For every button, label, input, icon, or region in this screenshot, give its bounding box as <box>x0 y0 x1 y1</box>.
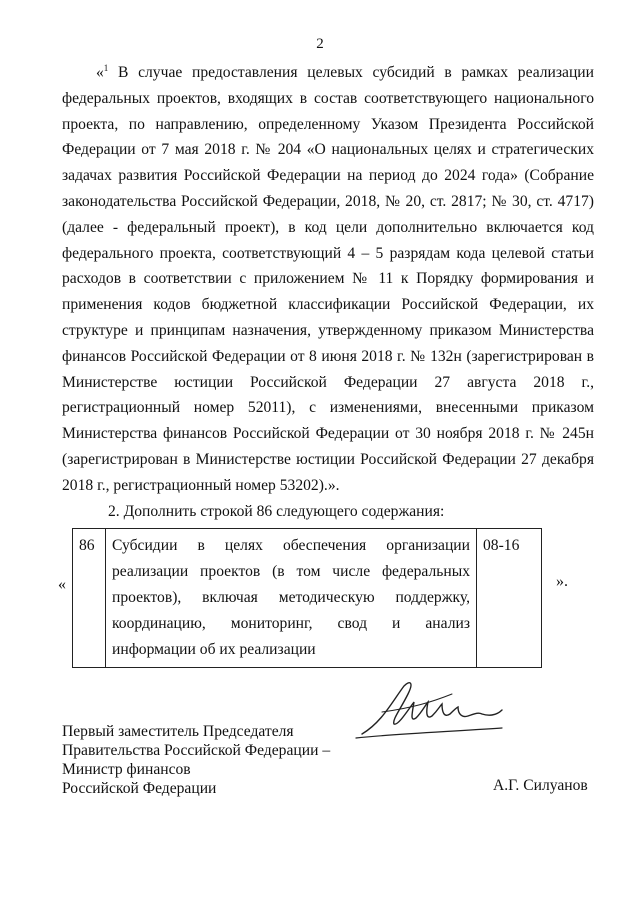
signatory-line-1: Первый заместитель Председателя <box>62 723 294 740</box>
inserted-row-table <box>72 528 542 668</box>
row-code: 08-16 <box>477 529 542 668</box>
row-description: Субсидии в целях обеспечения организации реализации проектов (в том числе федеральных проектов), включая методическую поддержку, координацию, мониторинг, свод и анализ информации об их реализации <box>106 529 477 668</box>
table-row <box>73 529 542 668</box>
signatory-line-4: Российской Федерации <box>62 780 217 797</box>
signatory-name: А.Г. Силуанов <box>493 777 588 794</box>
row-number: 86 <box>73 529 106 668</box>
open-quote: « <box>96 64 104 81</box>
signatory-line-2: Правительства Российской Федерации – <box>62 742 331 759</box>
page-number: 2 <box>316 36 324 52</box>
table-open-quote: « <box>58 576 66 593</box>
table-close-quote: ». <box>556 573 568 590</box>
signatory-title <box>62 722 330 798</box>
amendment-paragraph <box>62 60 594 499</box>
handwritten-signature <box>352 672 512 742</box>
footnote-mark: 1 <box>103 63 109 73</box>
item-2-instruction: 2. Дополнить строкой 86 следующего содержания: <box>108 503 445 520</box>
signatory-line-3: Министр финансов <box>62 761 191 778</box>
paragraph-text: В случае предоставления целевых субсидий в рамках реализации федеральных проектов, входящих в состав соответствующего национального проекта, по направлению, определенному Указом Президента Российской Федерации от 7 мая 2018 г. № 204 «О национальных целях и стратегических задачах развития Российской Федерации на период до 2024 года» (Собрание законодательства Российской Федерации, 2018, № 20, ст. 2817; № 30, ст. 4717) (далее - федеральный проект), в код цели дополнительно включается код федерального проекта, соответствующий 4 – 5 разрядам кода целевой статьи расходов в соответствии с приложением № 11 к Порядку формирования и применения кодов бюджетной классификации Российской Федерации, их структуре и принципам назначения, утвержденному приказом Министерства финансов Российской Федерации от 8 июня 2018 г. № 132н (зарегистрирован в Министерстве юстиции Российской Федерации 27 августа 2018 г., регистрационный номер 52011), с изменениями, внесенными приказом Министерства финансов Российской Федерации от 30 ноября 2018 г. № 245н (зарегистрирован в Министерстве юстиции Российской Федерации 27 декабря 2018 г., регистрационный номер 53202).». <box>62 64 594 494</box>
